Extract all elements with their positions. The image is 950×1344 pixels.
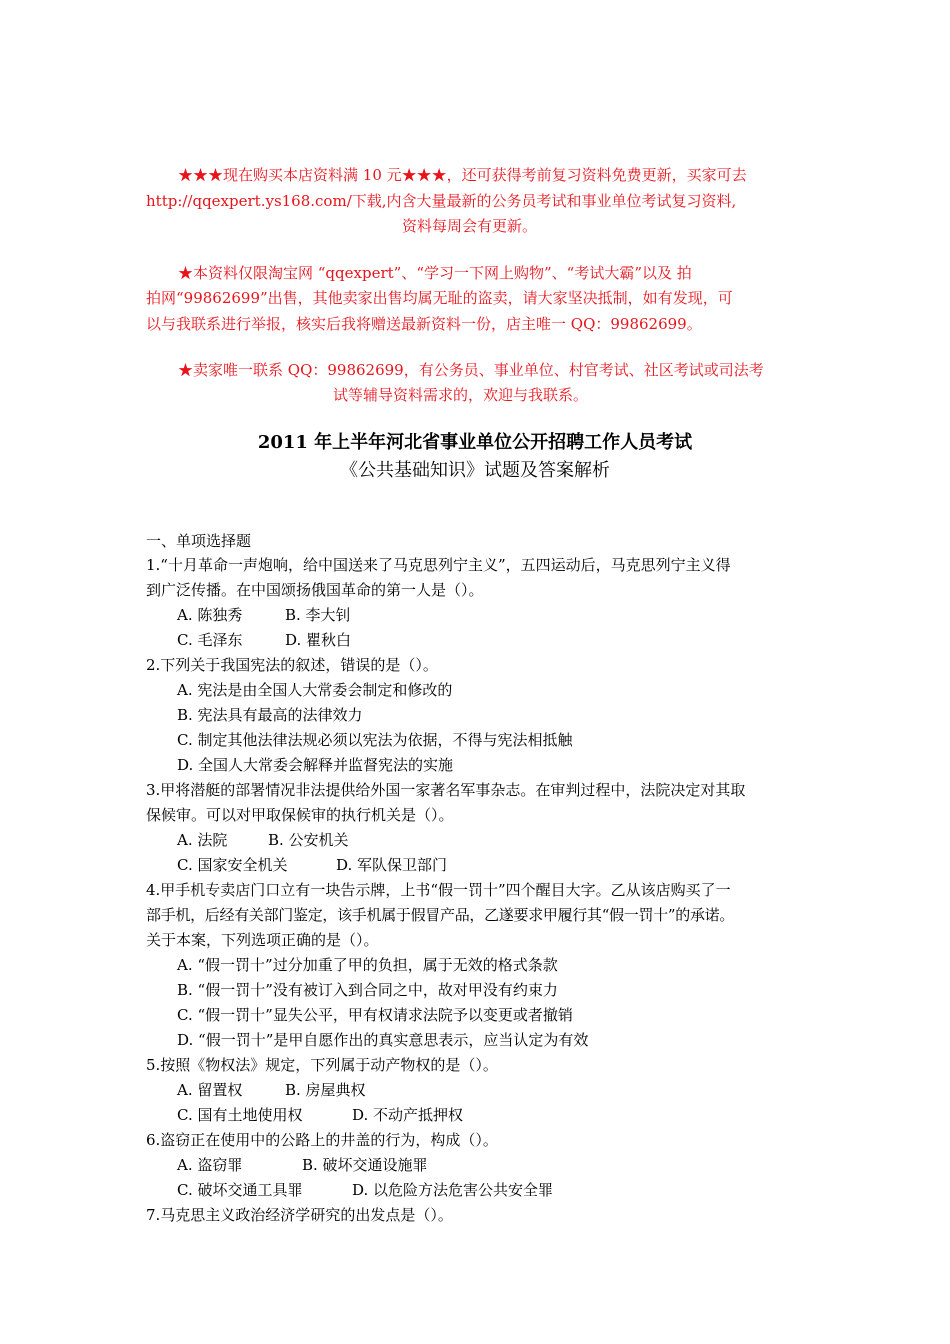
question-2-option-d: D. 全国人大常委会解释并监督宪法的实施 [177,756,454,774]
question-4-option-b: B. “假一罚十”没有被订入到合同之中，故对甲没有约束力 [177,981,558,999]
question-1-option-b: B. 李大钊 [285,606,351,624]
section-heading: 一、单项选择题 [146,532,252,550]
question-3-option-d: D. 军队保卫部门 [336,856,448,874]
question-1-line1: 1.“十月革命一声炮响，给中国送来了马克思列宁主义”，五四运动后，马克思列宁主义得 [146,556,731,574]
question-3-line2: 保候审。可以对甲取保候审的执行机关是（）。 [146,806,454,824]
notice-p1-line3: 资料每周会有更新。 [402,217,538,235]
question-5-option-a: A. 留置权 [177,1081,243,1099]
question-5-option-d: D. 不动产抵押权 [352,1106,464,1124]
question-1-option-d: D. 瞿秋白 [285,631,352,649]
question-6-option-a: A. 盗窃罪 [177,1156,243,1174]
question-3-option-c: C. 国家安全机关 [177,856,288,874]
notice-p2-line1: ★本资料仅限淘宝网 “qqexpert”、“学习一下网上购物”、“考试大霸”以及 拍 [178,264,692,282]
notice-p2-line2: 拍网“99862699”出售，其他卖家出售均属无耻的盗卖，请大家坚决抵制，如有发现，可 [146,289,733,307]
question-3-line1: 3.甲将潜艇的部署情况非法提供给外国一家著名军事杂志。在审判过程中，法院决定对其取 [146,781,746,799]
question-5-line1: 5.按照《物权法》规定，下列属于动产物权的是（）。 [146,1056,498,1074]
question-1-option-c: C. 毛泽东 [177,631,243,649]
question-6-line1: 6.盗窃正在使用中的公路上的井盖的行为，构成（）。 [146,1131,498,1149]
question-4-option-c: C. “假一罚十”显失公平，甲有权请求法院予以变更或者撤销 [177,1006,573,1024]
question-4-option-a: A. “假一罚十”过分加重了甲的负担，属于无效的格式条款 [177,956,558,974]
question-6-option-b: B. 破坏交通设施罪 [302,1156,428,1174]
question-3-option-a: A. 法院 [177,831,228,849]
question-5-option-c: C. 国有土地使用权 [177,1106,303,1124]
question-6-option-c: C. 破坏交通工具罪 [177,1181,303,1199]
document-title-line1: 2011 年上半年河北省事业单位公开招聘工作人员考试 [257,432,693,453]
question-5-option-b: B. 房屋典权 [285,1081,366,1099]
question-1-line2: 到广泛传播。在中国颂扬俄国革命的第一人是（）。 [146,581,484,599]
notice-p1-line2: http://qqexpert.ys168.com/下载,内含大量最新的公务员考试和事业单位考试复习资料, [146,192,737,210]
notice-p2-line3: 以与我联系进行举报，核实后我将赠送最新资料一份，店主唯一 QQ：99862699。 [146,315,702,333]
question-2-option-c: C. 制定其他法律法规必须以宪法为依据，不得与宪法相抵触 [177,731,573,749]
question-4-option-d: D. “假一罚十”是甲自愿作出的真实意思表示，应当认定为有效 [177,1031,589,1049]
question-6-option-d: D. 以危险方法危害公共安全罪 [352,1181,554,1199]
notice-p3-line2: 试等辅导资料需求的，欢迎与我联系。 [333,386,589,404]
question-1-option-a: A. 陈独秀 [177,606,243,624]
question-2-option-a: A. 宪法是由全国人大常委会制定和修改的 [177,681,453,699]
question-2-option-b: B. 宪法具有最高的法律效力 [177,706,363,724]
notice-p1-line1: ★★★现在购买本店资料满 10 元★★★，还可获得考前复习资料免费更新，买家可去 [178,166,747,184]
question-4-line2: 部手机，后经有关部门鉴定，该手机属于假冒产品，乙遂要求甲履行其“假一罚十”的承诺。 [146,906,735,924]
document-title-line2: 《公共基础知识》试题及答案解析 [340,460,610,481]
question-7-line1: 7.马克思主义政治经济学研究的出发点是（）。 [146,1206,453,1224]
question-3-option-b: B. 公安机关 [268,831,349,849]
notice-p3-line1: ★卖家唯一联系 QQ：99862699，有公务员、事业单位、村官考试、社区考试或司法考 [178,361,764,379]
question-4-line1: 4.甲手机专卖店门口立有一块告示牌，上书“假一罚十”四个醒目大字。乙从该店购买了一 [146,881,731,899]
question-2-line1: 2.下列关于我国宪法的叙述，错误的是（）。 [146,656,438,674]
question-4-line3: 关于本案，下列选项正确的是（）。 [146,931,379,949]
